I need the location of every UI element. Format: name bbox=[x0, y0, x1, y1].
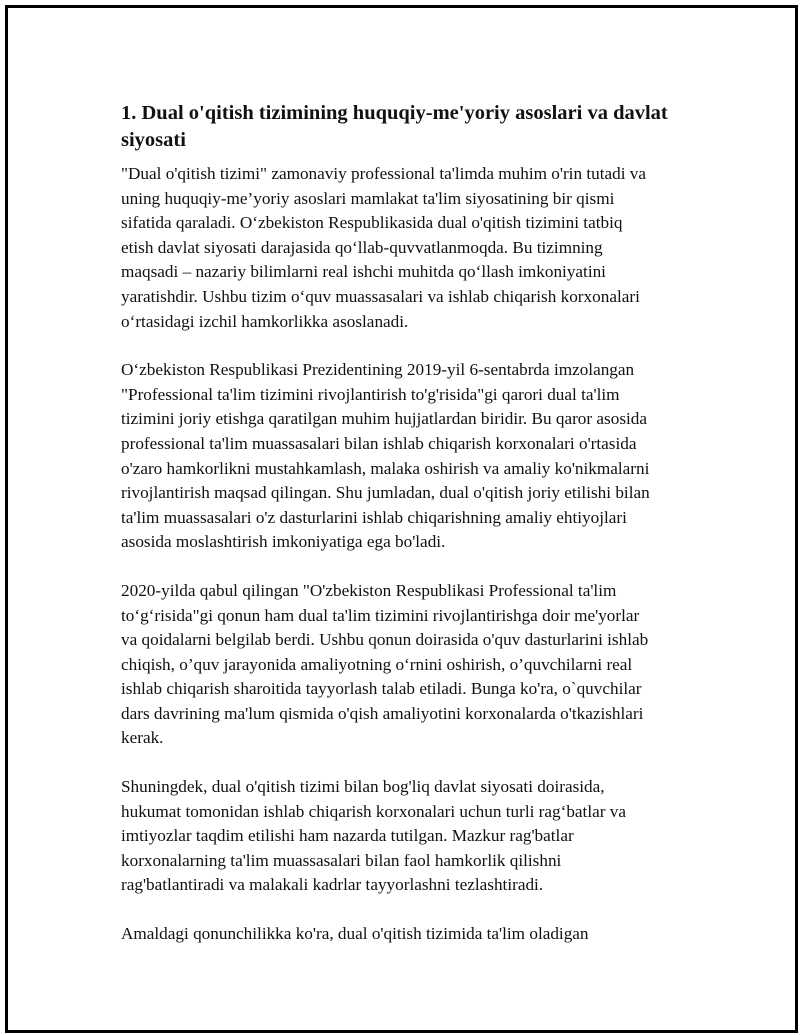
text-line: chiqish, o’quv jarayonida amaliyotning o‘rnini oshirish, o’quvchilarni real bbox=[121, 654, 633, 674]
text-line: Amaldagi qonunchilikka ko'ra, dual o'qitish tizimida ta'lim oladigan bbox=[121, 924, 589, 944]
text-line: o‘rtasidagi izchil hamkorlikka asoslanadi. bbox=[121, 311, 409, 331]
text-line: maqsadi – nazariy bilimlarni real ishchi muhitda qo‘llash imkoniyatini bbox=[121, 262, 606, 282]
text-line: va qoidalarni belgilab berdi. Ushbu qonun doirasida o'quv dasturlarini ishlab bbox=[121, 630, 649, 650]
paragraph-4 bbox=[121, 775, 706, 898]
paragraph-3 bbox=[121, 579, 706, 751]
text-line: yaratishdir. Ushbu tizim o‘quv muassasalari va ishlab chiqarish korxonalari bbox=[121, 286, 640, 306]
text-line: imtiyozlar taqdim etilishi ham nazarda tutilgan. Mazkur rag'batlar bbox=[121, 826, 574, 846]
heading-line: 1. Dual o'qitish tizimining huquqiy-me'yoriy asoslari va davlat bbox=[121, 102, 668, 124]
text-line: rivojlantirish maqsad qilingan. Shu jumladan, dual o'qitish joriy etilishi bilan bbox=[121, 483, 650, 503]
text-line: professional ta'lim muassasalari bilan ishlab chiqarish korxonalari o'rtasida bbox=[121, 433, 637, 453]
text-line: o'zaro hamkorlikni mustahkamlash, malaka oshirish va amaliy ko'nikmalarni bbox=[121, 458, 650, 478]
text-line: "Dual o'qitish tizimi" zamonaviy professional ta'limda muhim o'rin tutadi va bbox=[121, 164, 647, 183]
text-line: tizimini joriy etishga qaratilgan muhim hujjatlardan biridir. Bu qaror asosida bbox=[121, 409, 648, 429]
text-line: Shuningdek, dual o'qitish tizimi bilan bog'liq davlat siyosati doirasida, bbox=[121, 777, 605, 797]
section-heading bbox=[121, 100, 706, 154]
text-line: sifatida qaraladi. O‘zbekiston Respublikasida dual o'qitish tizimini tatbiq bbox=[121, 213, 623, 233]
text-line: to‘g‘risida"gi qonun ham dual ta'lim tizimini rivojlantirishga doir me'yorlar bbox=[121, 605, 640, 625]
document-body bbox=[121, 100, 706, 971]
text-line: ishlab chiqarish sharoitida tayyorlash talab etiladi. Bunga ko'ra, o`quvchilar bbox=[121, 679, 642, 699]
text-line: O‘zbekiston Respublikasi Prezidentining 2019-yil 6-sentabrda imzolangan bbox=[121, 360, 635, 380]
paragraph-5 bbox=[121, 922, 706, 947]
text-line: hukumat tomonidan ishlab chiqarish korxonalari uchun turli rag‘batlar va bbox=[121, 801, 626, 821]
text-line: kerak. bbox=[121, 728, 164, 748]
page-frame bbox=[5, 5, 798, 1033]
text-line: rag'batlantiradi va malakali kadrlar tayyorlashni tezlashtiradi. bbox=[121, 875, 544, 895]
text-line: ta'lim muassasalari o'z dasturlarini ishlab chiqarishning amaliy ehtiyojlari bbox=[121, 507, 627, 527]
text-line: korxonalarning ta'lim muassasalari bilan faol hamkorlik qilishni bbox=[121, 850, 562, 870]
paragraph-2 bbox=[121, 358, 706, 555]
text-line: "Professional ta'lim tizimini rivojlantirish to'g'risida"gi qarori dual ta'lim bbox=[121, 384, 620, 404]
text-line: dars davrining ma'lum qismida o'qish amaliyotini korxonalarda o'tkazishlari bbox=[121, 703, 644, 723]
text-line: etish davlat siyosati darajasida qo‘llab-quvvatlanmoqda. Bu tizimning bbox=[121, 237, 603, 257]
paragraph-1 bbox=[121, 162, 706, 334]
heading-line: siyosati bbox=[121, 129, 186, 151]
text-line: uning huquqiy-me’yoriy asoslari mamlakat ta'lim siyosatining bir qismi bbox=[121, 188, 615, 208]
text-line: asosida moslashtirish imkoniyatiga ega bo'ladi. bbox=[121, 532, 446, 552]
text-line: 2020-yilda qabul qilingan "O'zbekiston Respublikasi Professional ta'lim bbox=[121, 580, 617, 600]
